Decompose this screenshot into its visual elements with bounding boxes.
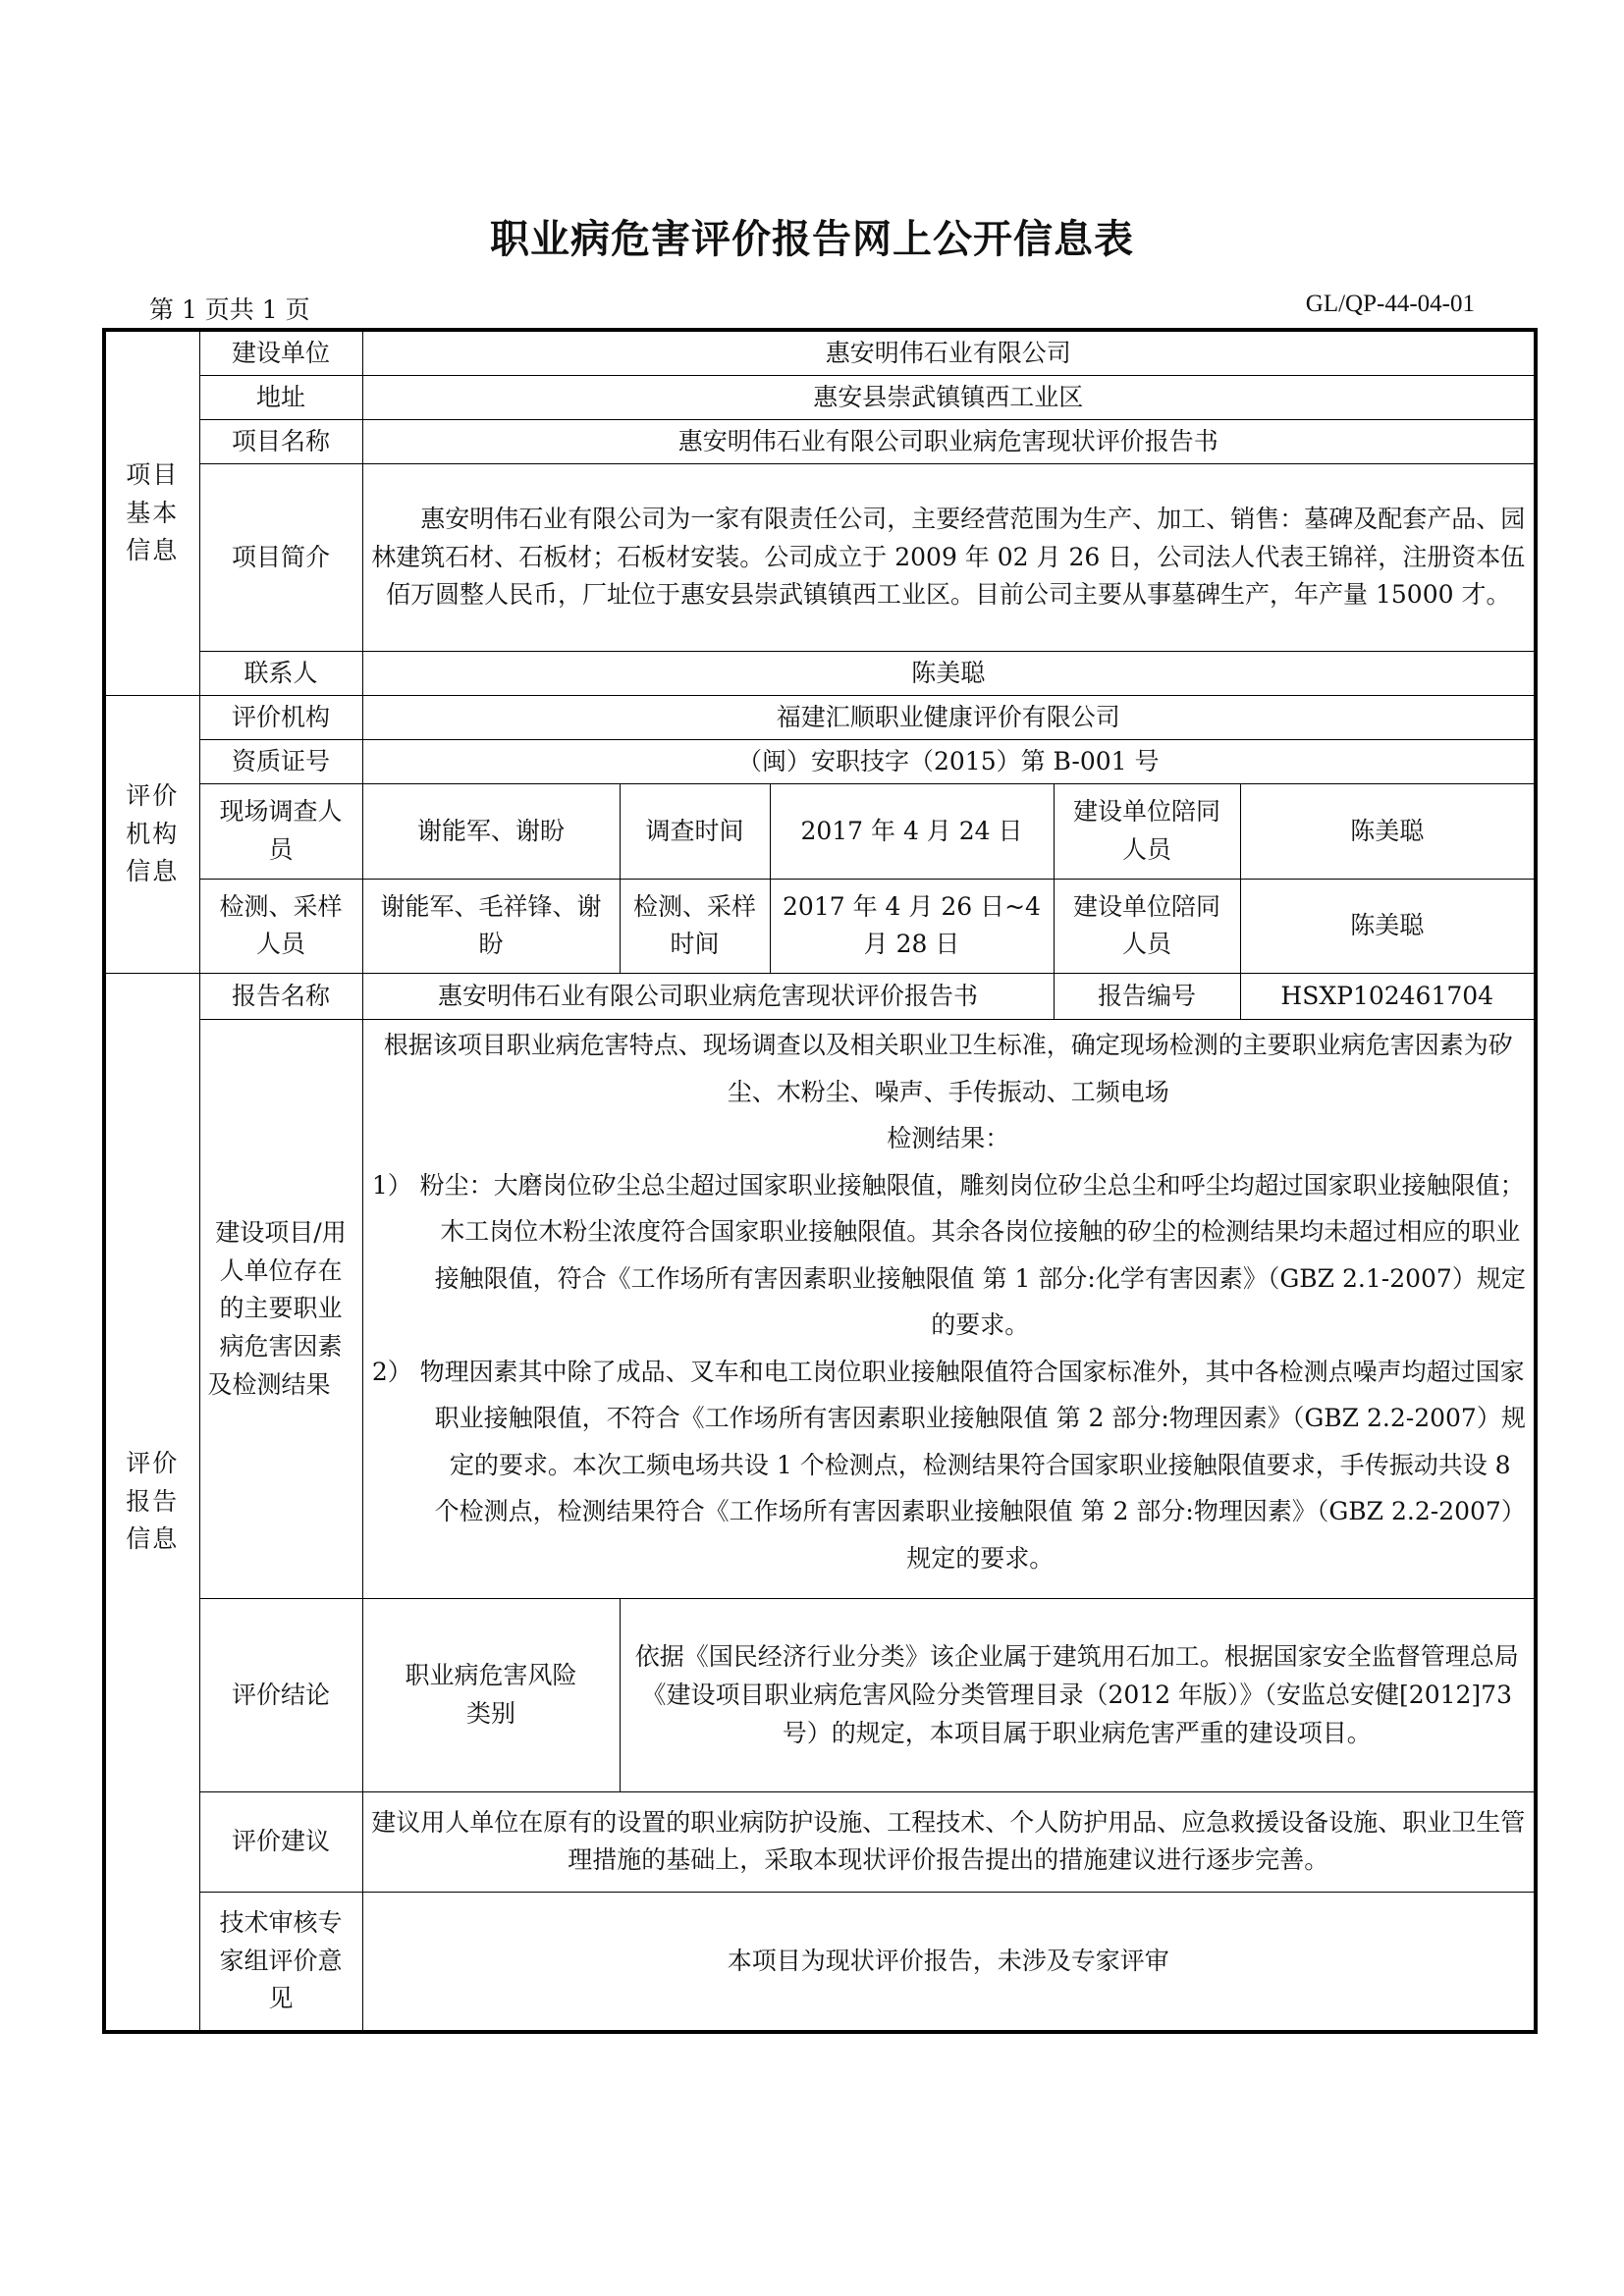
escort-value: 陈美聪 [1240,784,1536,879]
hazards-label: 建设项目/用人单位存在的主要职业病危害因素及检测结果 [199,1020,362,1599]
report-name-value: 惠安明伟石业有限公司职业病危害现状评价报告书 [362,974,1054,1020]
summary-label: 项目简介 [199,464,362,652]
expert-label: 技术审核专家组评价意见 [199,1892,362,2032]
suggestion-label: 评价建议 [199,1792,362,1893]
section-basic-info: 项目基本信息 [104,330,199,695]
survey-time-value: 2017 年 4 月 24 日 [770,784,1054,879]
builder-label: 建设单位 [199,330,362,375]
info-table [102,328,1538,2034]
summary-text: 惠安明伟石业有限公司为一家有限责任公司，主要经营范围为生产、加工、销售：墓碑及配套产品、园林建筑石材、石板材；石板材安装。公司成立于 2009 年 02 月 26 日，公司法人代表王锦祥，注册资本伍佰万圆整人民币，厂址位于惠安县崇武镇镇西工业区。目前公司主要从事墓碑生产，年产量 15000 才。 [371,504,1526,610]
contact-value: 陈美聪 [362,652,1536,696]
conclusion-value: 依据《国民经济行业分类》该企业属于建筑用石加工。根据国家安全监督管理总局《建设项目职业病危害风险分类管理目录（2012 年版）》（安监总安健[2012]73 号）的规定，本项目属于职业病危害严重的建设项目。 [620,1599,1536,1792]
sampling-time-label: 检测、采样时间 [620,879,770,973]
section-agency-info: 评价机构信息 [104,695,199,973]
form-code: GL/QP-44-04-01 [1305,291,1475,317]
sampling-staff-value: 谢能军、毛祥锋、谢盼 [362,879,620,973]
cert-value: （闽）安职技字（2015）第 B-001 号 [362,740,1536,784]
sampling-staff-label: 检测、采样人员 [199,879,362,973]
project-name-label: 项目名称 [199,420,362,464]
summary-cell [362,464,1536,652]
report-no-label: 报告编号 [1054,974,1240,1020]
survey-staff-label: 现场调查人员 [199,784,362,879]
risk-category-label: 职业病危害风险类别 [362,1599,620,1792]
page-info: 第 1 页共 1 页 [149,295,310,324]
hazards-cell [362,1020,1536,1599]
expert-value: 本项目为现状评价报告，未涉及专家评审 [362,1892,1536,2032]
agency-label: 评价机构 [199,695,362,739]
escort-label: 建设单位陪同人员 [1054,784,1240,879]
contact-label: 联系人 [199,652,362,696]
page-title: 职业病危害评价报告网上公开信息表 [490,217,1134,262]
report-name-label: 报告名称 [199,974,362,1020]
cert-label: 资质证号 [199,740,362,784]
hazards-item-1: 1） 粉尘：大磨岗位矽尘总尘超过国家职业接触限值，雕刻岗位矽尘总尘和呼尘均超过国家职业接触限值；木工岗位木粉尘浓度符合国家职业接触限值。其余各岗位接触的矽尘的检测结果均未超过相应的职业接触限值，符合《工作场所有害因素职业接触限值 第 1 部分:化学有害因素》（GBZ 2.1-2007）规定的要求。 [371,1170,1526,1340]
address-label: 地址 [199,375,362,419]
survey-time-label: 调查时间 [620,784,770,879]
conclusion-label: 评价结论 [199,1599,362,1792]
project-name-value: 惠安明伟石业有限公司职业病危害现状评价报告书 [362,420,1536,464]
escort2-label: 建设单位陪同人员 [1054,879,1240,973]
sampling-time-value: 2017 年 4 月 26 日~4 月 28 日 [770,879,1054,973]
survey-staff-value: 谢能军、谢盼 [362,784,620,879]
suggestion-value: 建议用人单位在原有的设置的职业病防护设施、工程技术、个人防护用品、应急救援设备设施、职业卫生管理措施的基础上，采取本现状评价报告提出的措施建议进行逐步完善。 [362,1792,1536,1893]
hazards-item-2: 2） 物理因素其中除了成品、叉车和电工岗位职业接触限值符合国家标准外，其中各检测点噪声均超过国家职业接触限值，不符合《工作场所有害因素职业接触限值 第 2 部分:物理因素》（GBZ 2.2-2007）规定的要求。本次工频电场共设 1 个检测点，检测结果符合国家职业接触限值要求，手传振动共设 8 个检测点，检测结果符合《工作场所有害因素职业接触限值 第 2 部分:物理因素》（GBZ 2.2-2007）规定的要求。 [371,1357,1526,1573]
escort2-value: 陈美聪 [1240,879,1536,973]
hazards-result-heading: 检测结果： [887,1124,1010,1153]
address-value: 惠安县崇武镇镇西工业区 [362,375,1536,419]
section-report-info: 评价报告信息 [104,974,199,2032]
hazards-intro: 根据该项目职业病危害特点、现场调查以及相关职业卫生标准，确定现场检测的主要职业病危害因素为矽尘、木粉尘、噪声、手传振动、工频电场 [383,1031,1513,1106]
agency-value: 福建汇顺职业健康评价有限公司 [362,695,1536,739]
builder-value: 惠安明伟石业有限公司 [362,330,1536,375]
report-no-value: HSXP102461704 [1240,974,1536,1020]
